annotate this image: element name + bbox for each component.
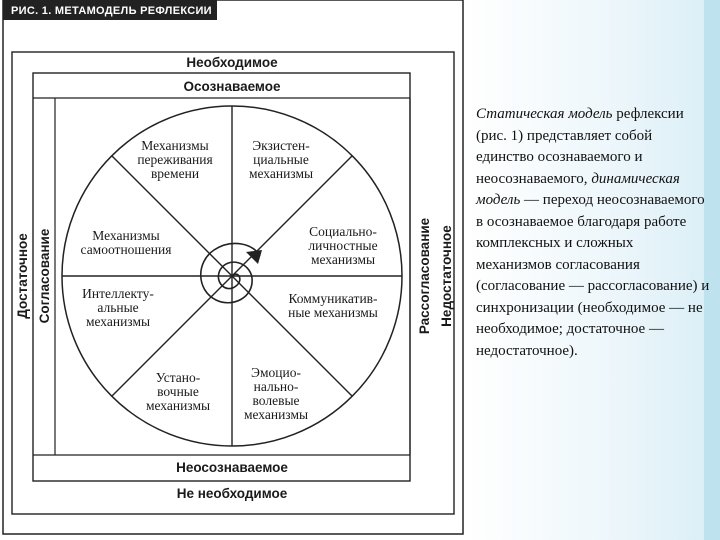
sector-label-3 [308, 224, 377, 267]
caption-term-static: Статическая модель [476, 106, 613, 122]
sector-label-line: механизмы [85, 314, 151, 329]
caption-part-1: рефлексии (рис. 1) представляет собой единство осознаваемого и неосознаваемого, [476, 106, 684, 187]
sector-label-line: личностные [308, 238, 378, 253]
sector-label-4 [288, 291, 378, 320]
sector-label-line: Социально- [309, 224, 377, 239]
label-conscious: Осознаваемое [183, 79, 281, 94]
sector-label-line: механизмы [248, 166, 314, 181]
sector-label-line: механизмы [310, 252, 376, 267]
sector-label-line: нально- [253, 379, 299, 394]
sector-label-line: Устано- [155, 370, 201, 385]
sector-label-5 [244, 365, 308, 422]
sector-label-line: механизмы [145, 398, 211, 413]
sector-label-line: времени [150, 166, 200, 181]
label-disagreement: Рассогласование [417, 217, 432, 335]
sector-label-line: самоотношения [80, 242, 172, 257]
label-insufficient: Недостаточное [439, 225, 454, 327]
sector-label-line: Экзистен- [252, 138, 310, 153]
caption-text [476, 104, 710, 362]
sector-label-8 [81, 228, 172, 257]
sector-label-line: волевые [252, 393, 300, 408]
sector-label-line: механизмы [243, 407, 309, 422]
label-necessary: Необходимое [186, 55, 278, 70]
sector-label-line: Механизмы [92, 228, 160, 243]
sector-label-line: Механизмы [141, 138, 209, 153]
sector-label-line: Коммуникатив- [288, 291, 378, 306]
sector-label-line: циальные [253, 152, 309, 167]
label-unconscious: Неосознаваемое [176, 460, 288, 475]
figure-title: РИС. 1. МЕТАМОДЕЛЬ РЕФЛЕКСИИ [11, 5, 212, 17]
label-agreement: Согласование [37, 228, 52, 324]
label-sufficient: Достаточное [15, 233, 30, 319]
sector-label-line: Интеллекту- [82, 286, 154, 301]
caption-term-dynamic: динамическая модель [476, 170, 680, 208]
sector-label-line: вочные [157, 384, 199, 399]
sector-label-line: альные [97, 300, 139, 315]
label-not-necessary: Не необходимое [176, 486, 288, 501]
sector-label-line: переживания [137, 152, 213, 167]
sector-label-line: Эмоцио- [251, 365, 301, 380]
caption-part-2: — переход неосознаваемого в осознаваемое благодаря работе комплексных и сложных механизмов согласования (согласование — рассогласование) и синхронизации (необходимое — не необходимое; достаточное — недостаточное). [476, 192, 710, 359]
sector-label-line: ные механизмы [288, 305, 378, 320]
sector-label-2 [249, 138, 313, 181]
